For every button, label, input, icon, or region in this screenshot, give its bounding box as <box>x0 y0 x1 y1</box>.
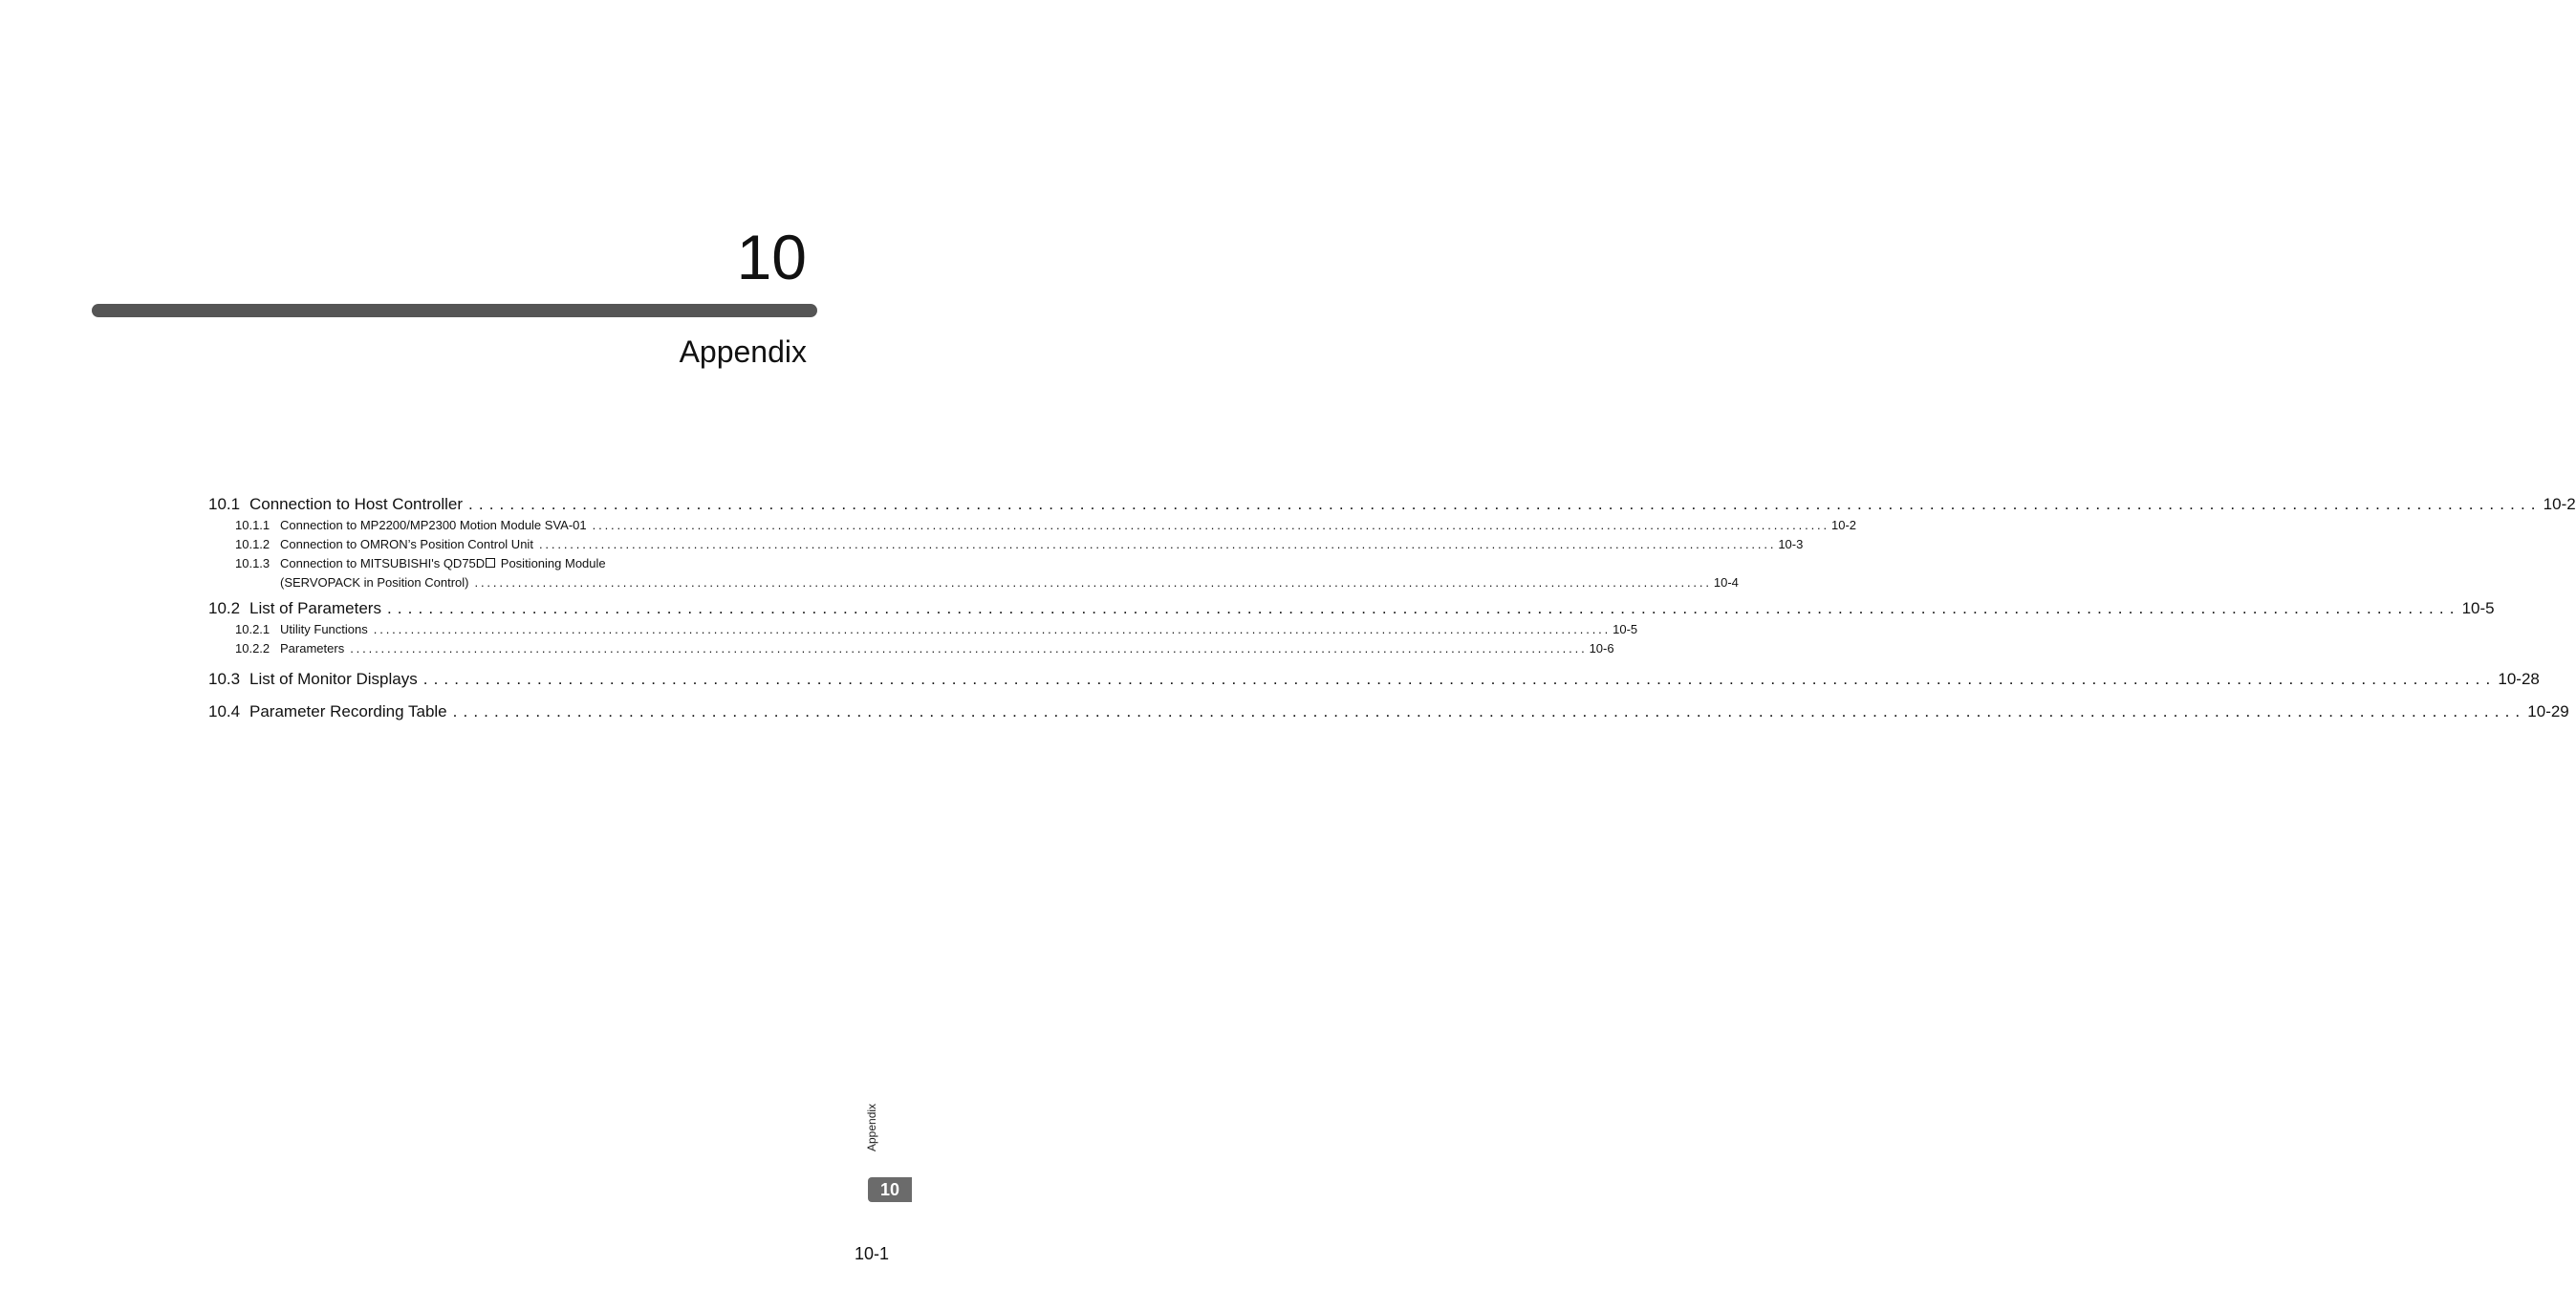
toc-leader-dots: ........................................................................................................................................................................................................ <box>422 670 2497 688</box>
toc-entry-10-2[interactable] <box>208 597 2495 620</box>
toc-entry-title: Parameters <box>280 641 345 656</box>
toc-entry-number: 10.2 <box>208 599 241 617</box>
toc-leader-dots: ........................................................................................................................................................................................................ <box>468 495 2542 513</box>
chapter-title: Appendix <box>679 334 807 369</box>
side-chapter-tab[interactable]: 10 <box>868 1177 912 1202</box>
toc-entry-10-1-2[interactable] <box>208 535 1804 554</box>
toc-entry-title: Connection to Host Controller <box>249 495 464 513</box>
toc-entry-number: 10.1.3 <box>235 556 271 570</box>
toc-leader-dots: ........................................................................................................................................................................................................ <box>592 518 1829 532</box>
toc-entry-10-1-1[interactable] <box>208 516 1857 535</box>
toc-entry-10-1-3[interactable] <box>208 554 808 573</box>
toc-entry-title-part: Connection to MITSUBISHI's QD75D <box>280 556 486 570</box>
toc-entry-number: 10.2.1 <box>235 622 271 636</box>
toc-entry-number: 10.3 <box>208 670 241 688</box>
toc-entry-page: 10-2 <box>2543 495 2576 513</box>
toc-leader-dots: ........................................................................................................................................................................................................ <box>373 622 1612 636</box>
toc-entry-page: 10-5 <box>2461 599 2495 617</box>
toc-entry-page: 10-4 <box>1713 575 1739 590</box>
toc-entry-10-1-3-continuation[interactable] <box>208 573 1739 591</box>
toc-entry-number: 10.4 <box>208 702 241 720</box>
toc-leader-dots: ........................................................................................................................................................................................................ <box>452 702 2526 720</box>
toc-entry-10-2-1[interactable] <box>208 620 1638 639</box>
toc-entry-title: Connection to OMRON’s Position Control Unit <box>280 537 533 551</box>
toc-entry-10-2-2[interactable] <box>208 639 1614 658</box>
toc-entry-page: 10-6 <box>1589 641 1614 656</box>
table-of-contents <box>208 493 2576 723</box>
toc-entry-title <box>280 554 606 573</box>
toc-entry-page: 10-29 <box>2527 702 2569 720</box>
square-symbol-icon <box>486 558 495 568</box>
toc-entry-title: Utility Functions <box>280 622 368 636</box>
toc-entry-10-3[interactable] <box>208 668 2540 691</box>
toc-entry-10-1[interactable] <box>208 493 2576 516</box>
side-section-label: Appendix <box>865 1103 878 1151</box>
toc-entry-title: Connection to MP2200/MP2300 Motion Module SVA-01 <box>280 518 587 532</box>
toc-entry-title: Parameter Recording Table <box>249 702 447 720</box>
page-number: 10-1 <box>854 1244 889 1263</box>
toc-entry-page: 10-3 <box>1778 537 1804 551</box>
chapter-bar <box>92 304 817 317</box>
toc-entry-page: 10-28 <box>2498 670 2540 688</box>
toc-entry-10-4[interactable] <box>208 700 2569 723</box>
toc-entry-number: 10.1.2 <box>235 537 271 551</box>
chapter-number: 10 <box>736 222 807 292</box>
toc-leader-dots: ........................................................................................................................................................................................................ <box>474 575 1712 590</box>
toc-entry-number: 10.2.2 <box>235 641 271 656</box>
toc-entry-title: List of Parameters <box>249 599 381 617</box>
toc-entry-title-line2: (SERVOPACK in Position Control) <box>280 575 469 590</box>
toc-entry-page: 10-5 <box>1613 622 1638 636</box>
toc-leader-dots: ........................................................................................................................................................................................................ <box>386 599 2460 617</box>
toc-entry-page: 10-2 <box>1831 518 1857 532</box>
toc-entry-number: 10.1.1 <box>235 518 271 532</box>
toc-entry-number: 10.1 <box>208 495 241 513</box>
toc-entry-title: List of Monitor Displays <box>249 670 418 688</box>
toc-entry-title-part: Positioning Module <box>497 556 606 570</box>
toc-leader-dots: ........................................................................................................................................................................................................ <box>538 537 1777 551</box>
toc-leader-dots: ........................................................................................................................................................................................................ <box>350 641 1588 656</box>
